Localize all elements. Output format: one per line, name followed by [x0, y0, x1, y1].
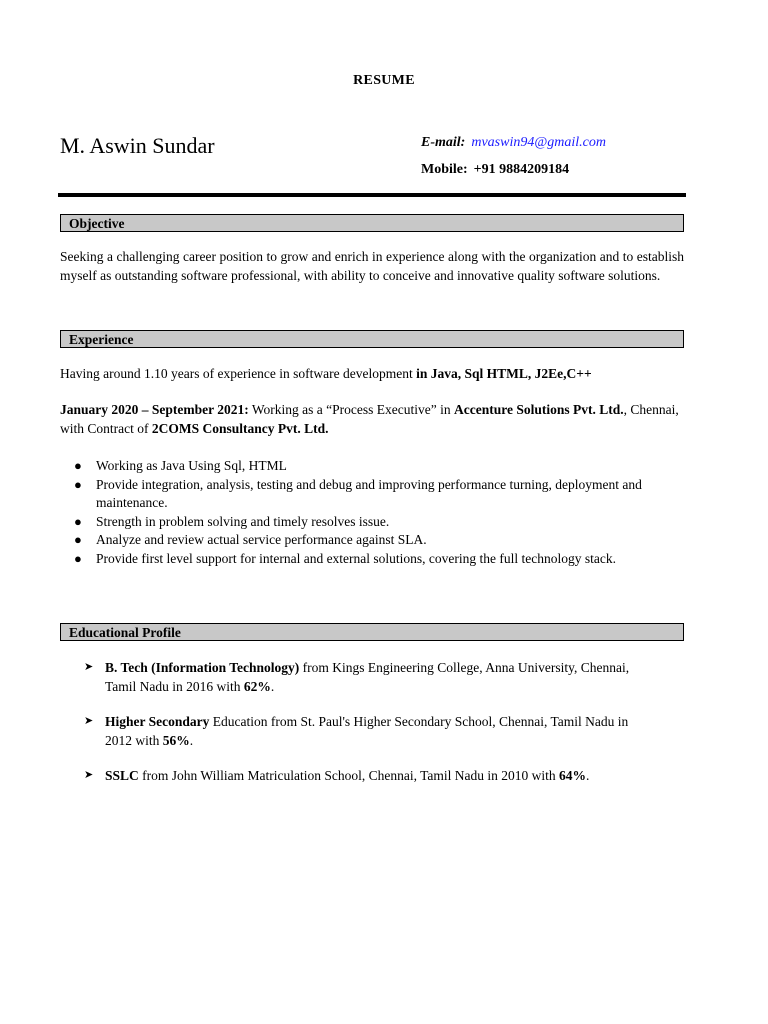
bullet-icon: ●: [74, 458, 82, 473]
mobile-row: [421, 161, 606, 188]
bullet-icon: ●: [74, 550, 82, 566]
list-item: [60, 476, 660, 513]
job-location-text: , Chennai, with Contract of: [60, 402, 679, 436]
section-heading-objective: Objective: [60, 214, 684, 232]
degree-details: Education from St. Paul's Higher Secondary School, Chennai, Tamil Nadu in 2012 with: [105, 714, 629, 748]
email-link[interactable]: mvaswin94@gmail.com: [471, 135, 606, 150]
bullet-icon: ●: [74, 532, 82, 547]
section-heading-experience: Experience: [60, 330, 684, 348]
arrow-bullet-icon: ➤: [84, 769, 94, 781]
degree-end: .: [270, 679, 275, 694]
list-item: [60, 457, 660, 476]
experience-bullet-list: [60, 457, 660, 568]
objective-text: Seeking a challenging career position to grow and enrich in experience along with the organization and to establish myself as outstanding software professional, with ability to conceive and innovative quality software solutions.: [60, 249, 684, 283]
degree-score: 62%: [243, 679, 271, 694]
education-item: [84, 766, 684, 785]
education-item: [84, 658, 644, 696]
degree-name: B. Tech (Information Technology): [105, 660, 300, 675]
bullet-text: Strength in problem solving and timely resolves issue.: [96, 513, 390, 529]
degree-end: .: [189, 733, 194, 748]
education-item: [84, 712, 644, 750]
document-title: RESUME: [353, 73, 415, 88]
bullet-text: Working as Java Using Sql, HTML: [96, 458, 287, 473]
job-company: Accenture Solutions Pvt. Ltd.: [453, 402, 624, 417]
contact-block: [421, 134, 606, 188]
arrow-bullet-icon: ➤: [84, 661, 94, 673]
degree-score: 64%: [559, 768, 586, 783]
bullet-icon: ●: [74, 513, 82, 529]
candidate-name: M. Aswin Sundar: [60, 133, 215, 158]
list-item: [60, 531, 660, 550]
experience-summary-text: Having around 1.10 years of experience in software development: [60, 366, 417, 381]
degree-end: .: [586, 768, 590, 783]
job-entry: [60, 401, 684, 438]
list-item: [60, 550, 660, 569]
experience-skills: in Java, Sql HTML, J2Ee,C++: [416, 366, 592, 381]
degree-details: from John William Matriculation School, Chennai, Tamil Nadu in 2010 with: [138, 768, 559, 783]
bullet-text: Provide integration, analysis, testing and debug and improving performance turning, deployment and maintenance.: [96, 476, 642, 510]
job-contract: 2COMS Consultancy Pvt. Ltd.: [151, 420, 329, 436]
degree-details: from Kings Engineering College, Anna University, Chennai, Tamil Nadu in 2016 with: [105, 660, 630, 694]
bullet-text: Analyze and review actual service performance against SLA.: [96, 532, 427, 547]
degree-name: Higher Secondary: [105, 714, 210, 729]
section-heading-education: Educational Profile: [60, 623, 684, 641]
arrow-bullet-icon: ➤: [84, 715, 94, 727]
header-divider: [58, 193, 686, 197]
experience-summary: [60, 365, 684, 384]
list-item: [60, 513, 660, 532]
degree-score: 56%: [162, 733, 190, 748]
job-role-text: Working as a “Process Executive” in: [248, 402, 454, 417]
degree-name: SSLC: [105, 768, 139, 783]
bullet-text: Provide first level support for internal and external solutions, covering the full technology stack.: [96, 550, 616, 566]
email-label: E-mail:: [421, 135, 466, 150]
mobile-label: Mobile:: [421, 162, 468, 177]
job-period: January 2020 – September 2021:: [60, 402, 249, 417]
bullet-icon: ●: [74, 476, 82, 492]
mobile-number: +91 9884209184: [473, 162, 570, 177]
email-row: [421, 134, 606, 161]
